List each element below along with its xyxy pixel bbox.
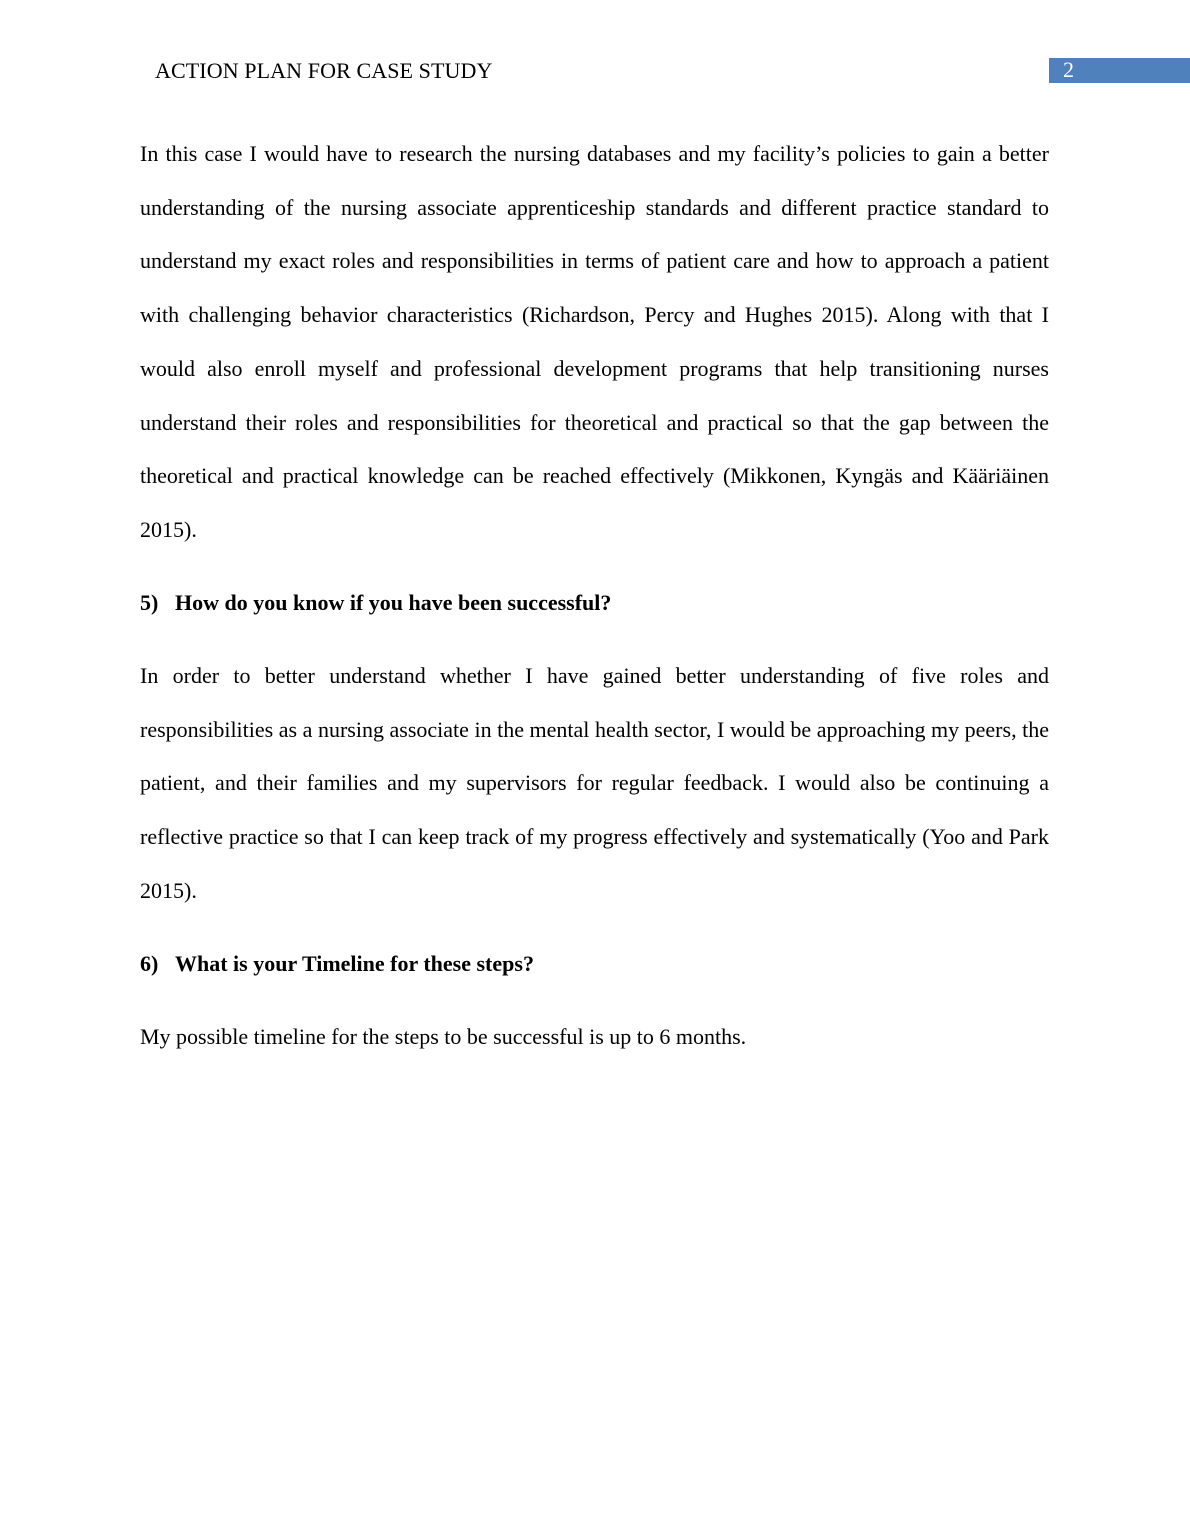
heading-number: 6)	[140, 951, 159, 976]
heading-text: How do you know if you have been successful?	[175, 590, 612, 615]
heading-success-measure	[140, 589, 611, 617]
paragraph-feedback-plan: In order to better understand whether I have gained better understanding of five roles and responsibilities as a nursing associate in the mental health sector, I would be approaching my peers, the patient, and their families and my supervisors for regular feedback. I would also be continuing a reflective practice so that I can keep track of my progress effectively and systematically (Yoo and Park 2015).	[140, 663, 1049, 903]
running-head: ACTION PLAN FOR CASE STUDY	[155, 58, 493, 83]
heading-text: What is your Timeline for these steps?	[175, 951, 534, 976]
heading-number: 5)	[140, 590, 159, 615]
page-number-box	[1049, 58, 1190, 83]
heading-timeline	[140, 950, 534, 978]
paragraph-timeline: My possible timeline for the steps to be successful is up to 6 months.	[140, 1024, 747, 1049]
page-number: 2	[1063, 57, 1074, 82]
paragraph-research-plan: In this case I would have to research the nursing databases and my facility’s policies to gain a better understanding of the nursing associate apprenticeship standards and different practice standard to understand my exact roles and responsibilities in terms of patient care and how to approach a patient with challenging behavior characteristics (Richardson, Percy and Hughes 2015). Along with that I would also enroll myself and professional development programs that help transitioning nurses understand their roles and responsibilities for theoretical and practical so that the gap between the theoretical and practical knowledge can be reached effectively (Mikkonen, Kyngäs and Kääriäinen 2015).	[140, 141, 1049, 542]
